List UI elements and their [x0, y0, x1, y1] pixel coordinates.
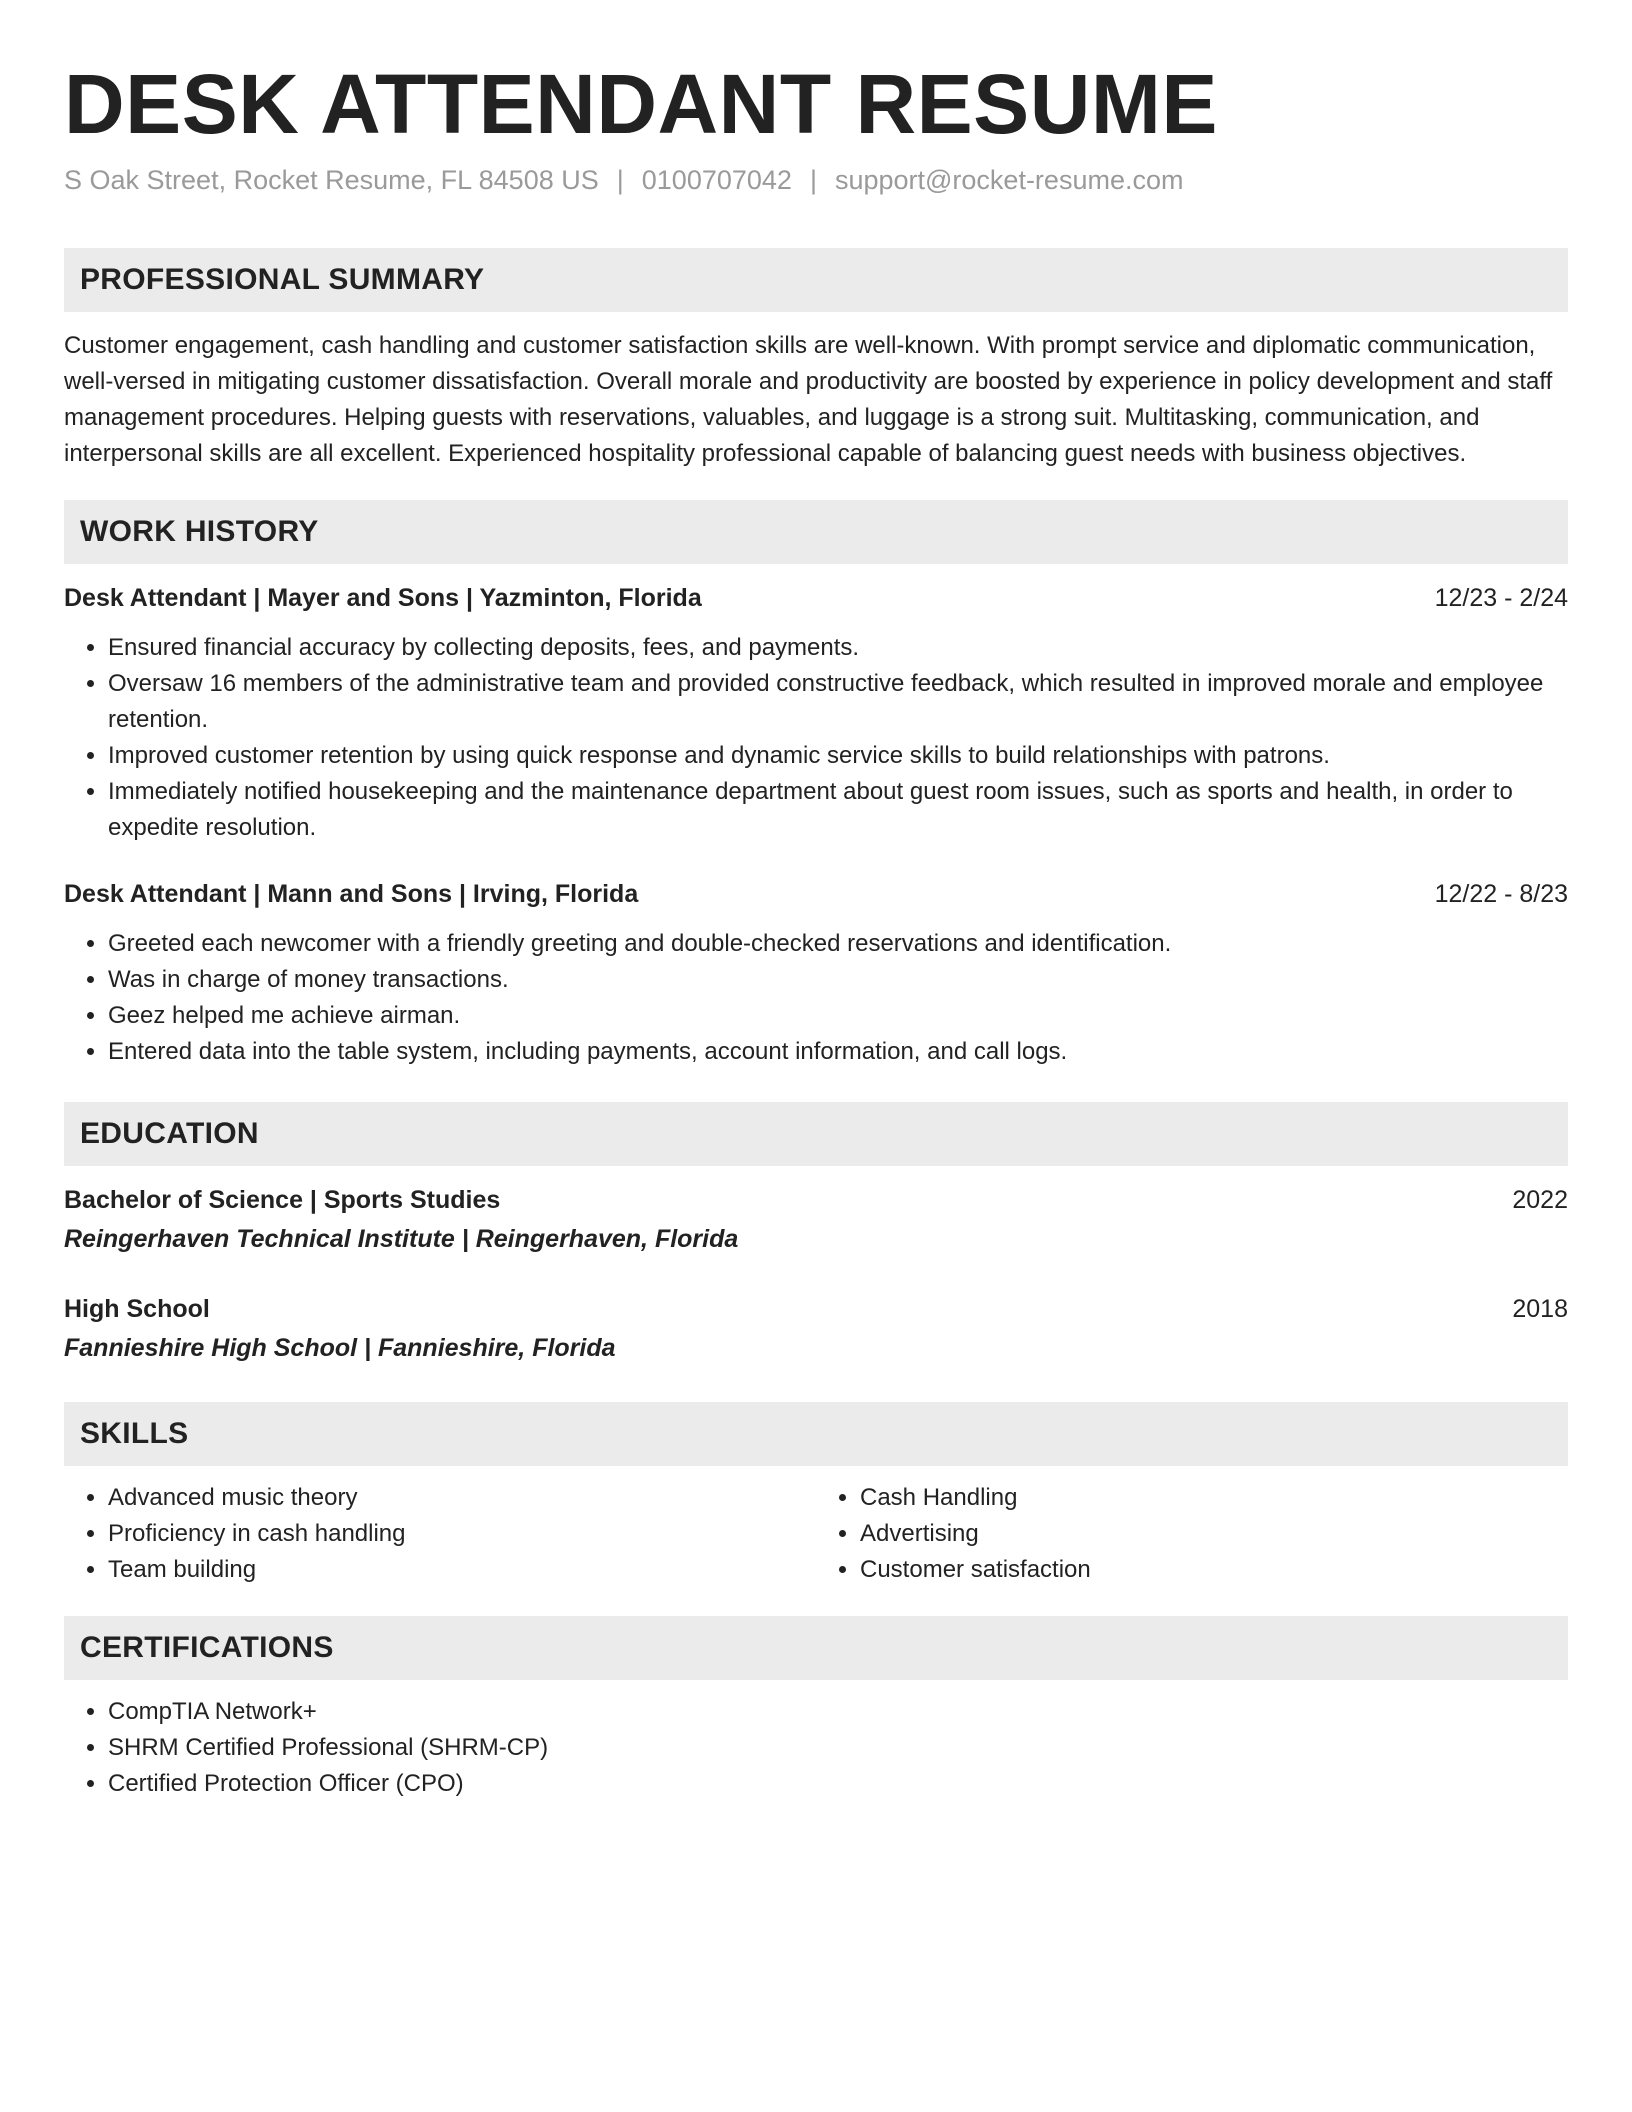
- work-heading: WORK HISTORY: [80, 515, 319, 548]
- job-bullet: • Oversaw 16 members of the administrative team and provided constructive feedback, which resulted in improved morale and employee retention.: [108, 666, 1568, 738]
- education-header: [64, 1291, 1568, 1327]
- summary-heading: PROFESSIONAL SUMMARY: [80, 263, 485, 296]
- certifications-section-header: [64, 1616, 1568, 1680]
- contact-separator: |: [616, 165, 624, 195]
- job-bullet: • Geez helped me achieve airman.: [108, 998, 1568, 1034]
- education-header: [64, 1182, 1568, 1218]
- job-bullet: • Was in charge of money transactions.: [108, 962, 1568, 998]
- education-section-header: [64, 1102, 1568, 1166]
- job-bullets: [64, 630, 1568, 846]
- contact-separator: |: [809, 165, 817, 195]
- skill-item: • Team building: [108, 1552, 816, 1588]
- skills-grid: [64, 1480, 1568, 1588]
- skill-item: • Cash Handling: [860, 1480, 1568, 1516]
- certification-item: • Certified Protection Officer (CPO): [108, 1766, 1568, 1802]
- education-year: 2018: [1512, 1295, 1568, 1323]
- skills-list-left: [64, 1480, 816, 1588]
- contact-address: S Oak Street, Rocket Resume, FL 84508 US: [64, 165, 599, 195]
- resume-title: DESK ATTENDANT RESUME: [64, 57, 1218, 151]
- summary-section-header: [64, 248, 1568, 312]
- education-degree: High School: [64, 1295, 210, 1323]
- job-title: Desk Attendant | Mann and Sons | Irving, Florida: [64, 880, 639, 908]
- education-year: 2022: [1512, 1186, 1568, 1214]
- skill-item: • Proficiency in cash handling: [108, 1516, 816, 1552]
- skill-item: • Customer satisfaction: [860, 1552, 1568, 1588]
- certification-item: • CompTIA Network+: [108, 1694, 1568, 1730]
- job-bullet: • Greeted each newcomer with a friendly greeting and double-checked reservations and identification.: [108, 926, 1568, 962]
- job-header: [64, 876, 1568, 912]
- education-school: Reingerhaven Technical Institute | Reingerhaven, Florida: [64, 1225, 739, 1253]
- education-degree: Bachelor of Science | Sports Studies: [64, 1186, 501, 1214]
- job-header: [64, 580, 1568, 616]
- work-section-header: [64, 500, 1568, 564]
- summary-text: Customer engagement, cash handling and customer satisfaction skills are well-known. With prompt service and diplomatic communication, well-versed in mitigating customer dissatisfaction. Overall morale and productivity are boosted by experience in policy development and staff management procedures. Helping guests with reservations, valuables, and luggage is a strong suit. Multitasking, communication, and interpersonal skills are all excellent. Experienced hospitality professional capable of balancing guest needs with business objectives.: [64, 332, 1553, 467]
- job-title: Desk Attendant | Mayer and Sons | Yazminton, Florida: [64, 584, 702, 612]
- skills-heading: SKILLS: [80, 1417, 189, 1450]
- job-entry: [64, 580, 1568, 846]
- job-bullet: • Immediately notified housekeeping and the maintenance department about guest room issues, such as sports and health, in order to expedite resolution.: [108, 774, 1568, 846]
- job-bullet: • Ensured financial accuracy by collecting deposits, fees, and payments.: [108, 630, 1568, 666]
- skills-section-header: [64, 1402, 1568, 1466]
- education-school: Fannieshire High School | Fannieshire, Florida: [64, 1334, 616, 1362]
- job-dates: 12/22 - 8/23: [1434, 880, 1568, 908]
- skills-list-right: [816, 1480, 1568, 1588]
- job-bullet: • Improved customer retention by using quick response and dynamic service skills to build relationships with patrons.: [108, 738, 1568, 774]
- job-dates: 12/23 - 2/24: [1434, 584, 1568, 612]
- education-entry: [64, 1291, 1568, 1366]
- contact-phone: 0100707042: [641, 165, 792, 195]
- skill-item: • Advertising: [860, 1516, 1568, 1552]
- education-heading: EDUCATION: [80, 1117, 259, 1150]
- certifications-list: [64, 1694, 1568, 1802]
- job-bullets: [64, 926, 1568, 1070]
- certifications-heading: CERTIFICATIONS: [80, 1631, 334, 1664]
- contact-line: [64, 162, 1568, 198]
- certification-item: • SHRM Certified Professional (SHRM-CP): [108, 1730, 1568, 1766]
- job-bullet: • Entered data into the table system, including payments, account information, and call logs.: [108, 1034, 1568, 1070]
- education-entry: [64, 1182, 1568, 1257]
- skill-item: • Advanced music theory: [108, 1480, 816, 1516]
- contact-email: support@rocket-resume.com: [834, 165, 1184, 195]
- job-entry: [64, 876, 1568, 1070]
